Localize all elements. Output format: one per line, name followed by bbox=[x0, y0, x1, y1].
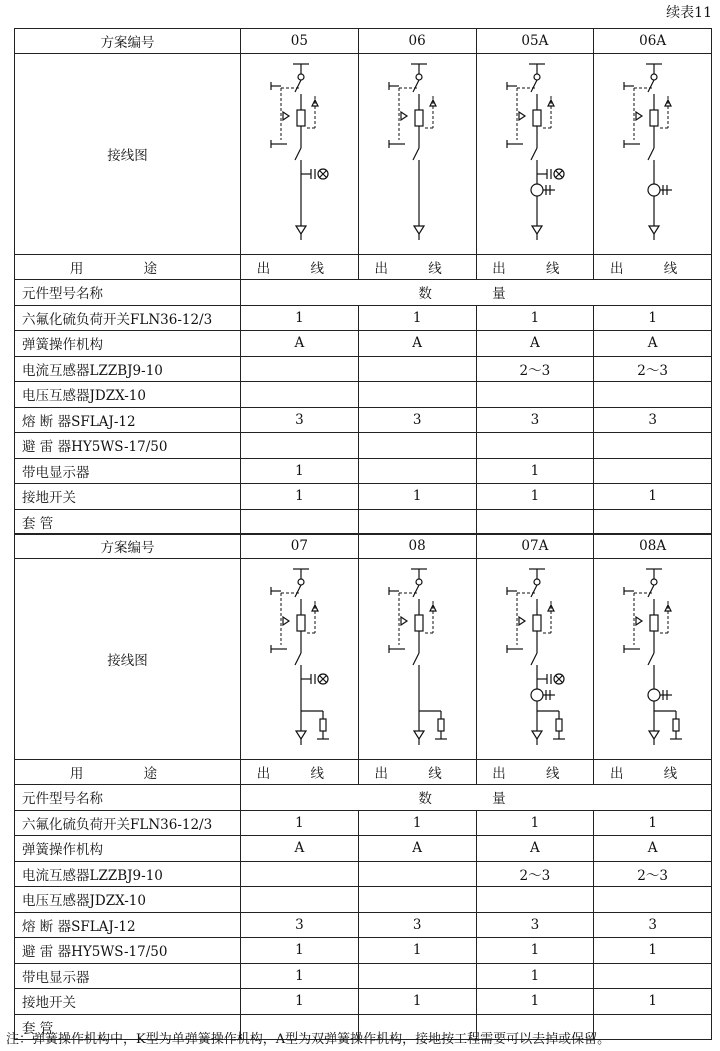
quantity-cell: 3 bbox=[594, 912, 712, 938]
scheme-number: 05 bbox=[241, 29, 359, 54]
quantity-cell: 1 bbox=[241, 963, 359, 989]
quantity-cell: 3 bbox=[241, 407, 359, 433]
fuse-symbol bbox=[297, 615, 305, 631]
earthing-switch-blade bbox=[295, 148, 301, 160]
quantity-cell bbox=[594, 1014, 712, 1040]
quantity-cell bbox=[358, 382, 476, 408]
load-switch-blade bbox=[648, 80, 654, 92]
component-header: 元件型号名称 bbox=[15, 280, 241, 306]
quantity-cell: 3 bbox=[476, 407, 594, 433]
current-transformer-symbol bbox=[531, 184, 543, 196]
wiring-diagram bbox=[358, 54, 476, 255]
trip-symbol bbox=[636, 617, 642, 625]
quantity-cell: 1 bbox=[241, 458, 359, 484]
quantity-cell bbox=[358, 433, 476, 459]
quantity-cell: 2～3 bbox=[476, 356, 594, 382]
current-transformer-symbol bbox=[531, 689, 543, 701]
component-name: 电压互感器JDZX-10 bbox=[15, 887, 241, 913]
use-value: 出 线 bbox=[358, 255, 476, 280]
quantity-header: 数 量 bbox=[241, 280, 712, 306]
quantity-cell: A bbox=[241, 331, 359, 357]
isolating-contact-symbol bbox=[534, 74, 540, 80]
quantity-cell: 3 bbox=[241, 912, 359, 938]
quantity-cell: 1 bbox=[241, 989, 359, 1015]
use-value: 出 线 bbox=[476, 760, 594, 785]
quantity-cell: 1 bbox=[476, 305, 594, 331]
component-name: 六氟化硫负荷开关FLN36-12/3 bbox=[15, 305, 241, 331]
fuse-symbol bbox=[297, 110, 305, 126]
quantity-cell: A bbox=[358, 836, 476, 862]
live-indicator-symbol bbox=[555, 171, 562, 178]
earthing-switch-blade bbox=[295, 653, 301, 665]
quantity-cell: 1 bbox=[241, 305, 359, 331]
component-name: 带电显示器 bbox=[15, 458, 241, 484]
quantity-cell: A bbox=[594, 836, 712, 862]
quantity-cell: 1 bbox=[241, 938, 359, 964]
fuse-symbol bbox=[650, 615, 658, 631]
quantity-cell bbox=[358, 509, 476, 535]
quantity-cell bbox=[594, 963, 712, 989]
load-switch-blade bbox=[531, 80, 537, 92]
component-name: 六氟化硫负荷开关FLN36-12/3 bbox=[15, 810, 241, 836]
diagram-label: 接线图 bbox=[15, 54, 241, 255]
isolating-contact-symbol bbox=[416, 74, 422, 80]
isolating-contact-symbol bbox=[298, 579, 304, 585]
component-row bbox=[15, 484, 712, 510]
use-value: 出 线 bbox=[241, 760, 359, 785]
quantity-cell bbox=[594, 887, 712, 913]
load-switch-blade bbox=[413, 585, 419, 597]
fuse-symbol bbox=[415, 110, 423, 126]
quantity-cell: 3 bbox=[476, 912, 594, 938]
quantity-cell: 1 bbox=[476, 458, 594, 484]
quantity-cell bbox=[241, 382, 359, 408]
wiring-diagram bbox=[476, 54, 594, 255]
surge-arrester-symbol bbox=[556, 719, 562, 731]
quantity-cell bbox=[241, 861, 359, 887]
use-label: 用 途 bbox=[15, 255, 241, 280]
isolating-contact-symbol bbox=[651, 74, 657, 80]
scheme-label: 方案编号 bbox=[15, 534, 241, 559]
quantity-cell: 1 bbox=[476, 810, 594, 836]
quantity-cell bbox=[241, 433, 359, 459]
trip-symbol bbox=[519, 112, 525, 120]
continued-table-label: 续表11 bbox=[666, 5, 712, 21]
fuse-symbol bbox=[650, 110, 658, 126]
scheme-number: 08 bbox=[358, 534, 476, 559]
component-name: 熔 断 器SFLAJ-12 bbox=[15, 407, 241, 433]
scheme-number: 07A bbox=[476, 534, 594, 559]
isolating-contact-symbol bbox=[298, 74, 304, 80]
isolating-contact-symbol bbox=[534, 579, 540, 585]
scheme-number: 06 bbox=[358, 29, 476, 54]
scheme-table-2 bbox=[14, 533, 712, 1040]
use-value: 出 线 bbox=[594, 760, 712, 785]
quantity-cell bbox=[476, 382, 594, 408]
trip-symbol bbox=[283, 112, 289, 120]
quantity-cell: A bbox=[476, 331, 594, 357]
load-switch-blade bbox=[531, 585, 537, 597]
quantity-cell bbox=[476, 509, 594, 535]
component-row bbox=[15, 963, 712, 989]
component-name: 电压互感器JDZX-10 bbox=[15, 382, 241, 408]
diagram-label: 接线图 bbox=[15, 559, 241, 760]
quantity-cell bbox=[241, 509, 359, 535]
cable-termination-symbol bbox=[649, 731, 659, 739]
footnote: 注：弹簧操作机构中，K型为单弹簧操作机构，A型为双弹簧操作机构，接地按工程需要可以去掉或保留。 bbox=[6, 1032, 611, 1047]
live-indicator-symbol bbox=[320, 676, 327, 683]
quantity-cell: 1 bbox=[476, 938, 594, 964]
cable-termination-symbol bbox=[414, 731, 424, 739]
quantity-header: 数 量 bbox=[241, 785, 712, 811]
component-row bbox=[15, 331, 712, 357]
component-name: 套 管 bbox=[15, 1014, 241, 1040]
quantity-cell: 2～3 bbox=[594, 356, 712, 382]
trip-symbol bbox=[401, 112, 407, 120]
surge-arrester-symbol bbox=[320, 719, 326, 731]
component-name: 套 管 bbox=[15, 509, 241, 535]
trip-symbol bbox=[636, 112, 642, 120]
cable-termination-symbol bbox=[296, 731, 306, 739]
component-row bbox=[15, 407, 712, 433]
quantity-cell bbox=[241, 356, 359, 382]
component-name: 弹簧操作机构 bbox=[15, 836, 241, 862]
earthing-switch-blade bbox=[648, 653, 654, 665]
wiring-diagram bbox=[241, 54, 359, 255]
live-indicator-symbol bbox=[320, 171, 327, 178]
quantity-cell: 1 bbox=[476, 989, 594, 1015]
quantity-cell bbox=[241, 887, 359, 913]
quantity-cell: 1 bbox=[476, 963, 594, 989]
scheme-number: 05A bbox=[476, 29, 594, 54]
trip-symbol bbox=[519, 617, 525, 625]
component-row bbox=[15, 989, 712, 1015]
scheme-table-1 bbox=[14, 28, 712, 535]
earthing-switch-blade bbox=[531, 148, 537, 160]
quantity-cell: A bbox=[594, 331, 712, 357]
quantity-cell bbox=[594, 509, 712, 535]
wiring-diagram bbox=[241, 559, 359, 760]
wiring-diagram bbox=[358, 559, 476, 760]
quantity-cell: 2～3 bbox=[476, 861, 594, 887]
quantity-cell bbox=[358, 861, 476, 887]
component-row bbox=[15, 458, 712, 484]
quantity-cell bbox=[358, 356, 476, 382]
component-row bbox=[15, 305, 712, 331]
quantity-cell: 1 bbox=[358, 810, 476, 836]
use-value: 出 线 bbox=[358, 760, 476, 785]
quantity-cell bbox=[476, 433, 594, 459]
component-row bbox=[15, 509, 712, 535]
live-indicator-symbol bbox=[555, 676, 562, 683]
component-row bbox=[15, 356, 712, 382]
component-row bbox=[15, 912, 712, 938]
quantity-cell: 1 bbox=[358, 938, 476, 964]
quantity-cell: 3 bbox=[358, 407, 476, 433]
quantity-cell: 1 bbox=[594, 305, 712, 331]
cable-termination-symbol bbox=[414, 226, 424, 234]
component-row bbox=[15, 861, 712, 887]
quantity-cell bbox=[358, 458, 476, 484]
quantity-cell: A bbox=[358, 331, 476, 357]
component-row bbox=[15, 382, 712, 408]
scheme-number: 08A bbox=[594, 534, 712, 559]
component-row bbox=[15, 836, 712, 862]
component-header: 元件型号名称 bbox=[15, 785, 241, 811]
quantity-cell: 1 bbox=[594, 938, 712, 964]
quantity-cell: 1 bbox=[241, 810, 359, 836]
component-name: 带电显示器 bbox=[15, 963, 241, 989]
fuse-symbol bbox=[533, 615, 541, 631]
use-value: 出 线 bbox=[241, 255, 359, 280]
component-row bbox=[15, 810, 712, 836]
load-switch-blade bbox=[648, 585, 654, 597]
cable-termination-symbol bbox=[649, 226, 659, 234]
quantity-cell bbox=[594, 458, 712, 484]
wiring-diagram bbox=[476, 559, 594, 760]
fuse-symbol bbox=[533, 110, 541, 126]
quantity-cell: 3 bbox=[594, 407, 712, 433]
quantity-cell: A bbox=[476, 836, 594, 862]
quantity-cell: 3 bbox=[358, 912, 476, 938]
quantity-cell bbox=[358, 887, 476, 913]
cable-termination-symbol bbox=[532, 731, 542, 739]
quantity-cell: 1 bbox=[594, 989, 712, 1015]
use-value: 出 线 bbox=[476, 255, 594, 280]
load-switch-blade bbox=[413, 80, 419, 92]
surge-arrester-symbol bbox=[673, 719, 679, 731]
component-name: 避 雷 器HY5WS-17/50 bbox=[15, 938, 241, 964]
component-name: 接地开关 bbox=[15, 484, 241, 510]
wiring-diagram bbox=[594, 559, 712, 760]
earthing-switch-blade bbox=[413, 653, 419, 665]
use-label: 用 途 bbox=[15, 760, 241, 785]
component-name: 电流互感器LZZBJ9-10 bbox=[15, 356, 241, 382]
trip-symbol bbox=[283, 617, 289, 625]
earthing-switch-blade bbox=[648, 148, 654, 160]
component-row bbox=[15, 938, 712, 964]
earthing-switch-blade bbox=[413, 148, 419, 160]
load-switch-blade bbox=[295, 585, 301, 597]
quantity-cell: A bbox=[241, 836, 359, 862]
isolating-contact-symbol bbox=[651, 579, 657, 585]
cable-termination-symbol bbox=[532, 226, 542, 234]
component-name: 熔 断 器SFLAJ-12 bbox=[15, 912, 241, 938]
cable-termination-symbol bbox=[296, 226, 306, 234]
quantity-cell: 1 bbox=[594, 810, 712, 836]
wiring-diagram bbox=[594, 54, 712, 255]
quantity-cell bbox=[476, 887, 594, 913]
use-value: 出 线 bbox=[594, 255, 712, 280]
quantity-cell: 1 bbox=[358, 989, 476, 1015]
current-transformer-symbol bbox=[648, 689, 660, 701]
trip-symbol bbox=[401, 617, 407, 625]
quantity-cell: 1 bbox=[358, 305, 476, 331]
scheme-number: 07 bbox=[241, 534, 359, 559]
quantity-cell: 1 bbox=[358, 484, 476, 510]
load-switch-blade bbox=[295, 80, 301, 92]
scheme-number: 06A bbox=[594, 29, 712, 54]
component-name: 避 雷 器HY5WS-17/50 bbox=[15, 433, 241, 459]
surge-arrester-symbol bbox=[438, 719, 444, 731]
quantity-cell bbox=[594, 433, 712, 459]
component-row bbox=[15, 887, 712, 913]
scheme-label: 方案编号 bbox=[15, 29, 241, 54]
earthing-switch-blade bbox=[531, 653, 537, 665]
component-name: 弹簧操作机构 bbox=[15, 331, 241, 357]
quantity-cell bbox=[358, 963, 476, 989]
quantity-cell: 2～3 bbox=[594, 861, 712, 887]
isolating-contact-symbol bbox=[416, 579, 422, 585]
quantity-cell: 1 bbox=[241, 484, 359, 510]
quantity-cell: 1 bbox=[594, 484, 712, 510]
component-row bbox=[15, 433, 712, 459]
current-transformer-symbol bbox=[648, 184, 660, 196]
fuse-symbol bbox=[415, 615, 423, 631]
quantity-cell bbox=[594, 382, 712, 408]
component-name: 接地开关 bbox=[15, 989, 241, 1015]
component-name: 电流互感器LZZBJ9-10 bbox=[15, 861, 241, 887]
quantity-cell: 1 bbox=[476, 484, 594, 510]
